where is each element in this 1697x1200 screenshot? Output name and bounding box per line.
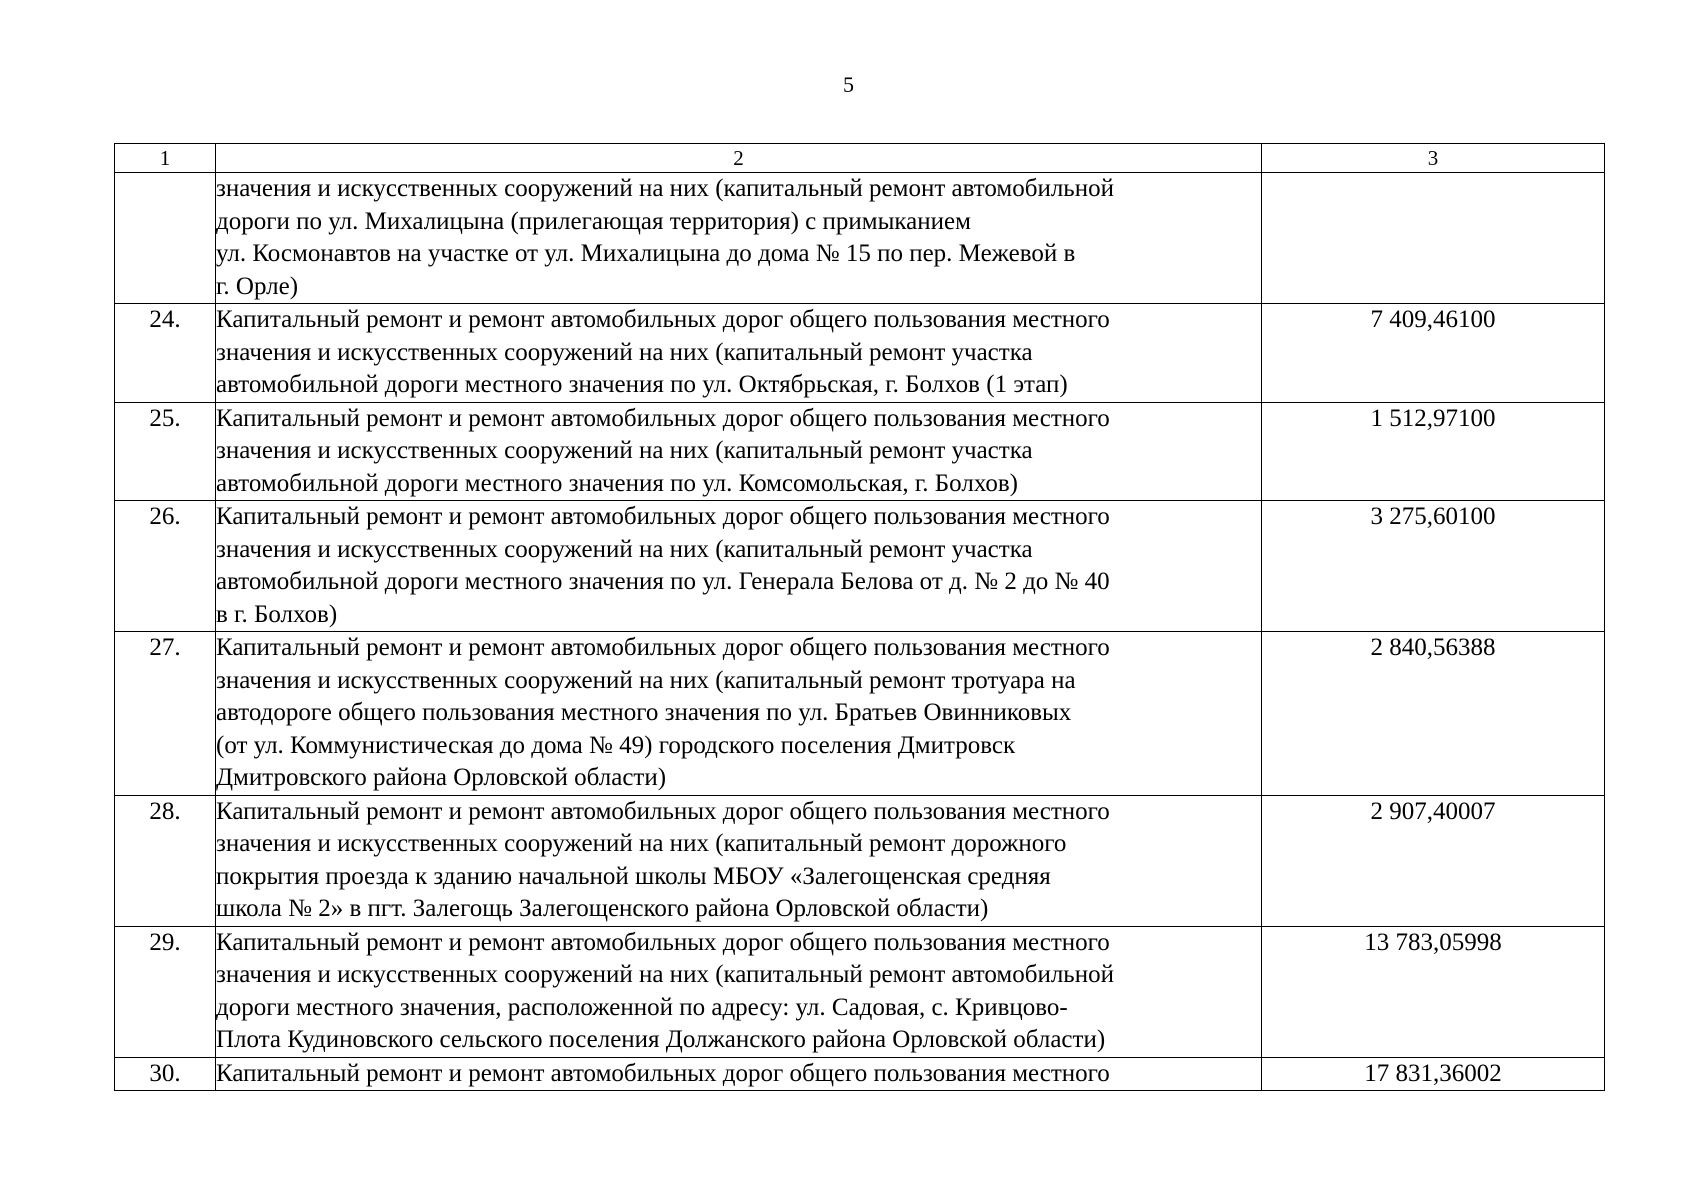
header-col-2: 2 — [216, 144, 1262, 173]
page-number: 5 — [843, 72, 854, 97]
row-amount: 3 275,60100 — [1262, 501, 1605, 632]
expenditure-table — [114, 143, 1605, 1091]
row-amount: 17 831,36002 — [1262, 1057, 1605, 1091]
row-number: 25. — [115, 402, 216, 501]
table-row — [115, 1057, 1605, 1091]
row-description: Капитальный ремонт и ремонт автомобильных дорог общего пользования местного значения и искусственных сооружений на них (капитальный ремонт участка автомобильной дороги местного значения по ул. Октябрьская, г. Болхов (1 этап) — [216, 304, 1262, 403]
row-number: 29. — [115, 926, 216, 1057]
table-row — [115, 632, 1605, 796]
table-row — [115, 173, 1605, 304]
row-amount — [1262, 173, 1605, 304]
row-amount: 2 907,40007 — [1262, 795, 1605, 926]
row-amount: 7 409,46100 — [1262, 304, 1605, 403]
row-number: 26. — [115, 501, 216, 632]
table-row — [115, 304, 1605, 403]
row-amount: 1 512,97100 — [1262, 402, 1605, 501]
table-row — [115, 402, 1605, 501]
row-description: значения и искусственных сооружений на них (капитальный ремонт автомобильной дороги по ул. Михалицына (прилегающая территория) с примыканием ул. Космонавтов на участке от ул. Михалицына до дома № 15 по пер. Межевой в г. Орле) — [216, 173, 1262, 304]
row-number: 28. — [115, 795, 216, 926]
row-amount: 2 840,56388 — [1262, 632, 1605, 796]
row-description: Капитальный ремонт и ремонт автомобильных дорог общего пользования местного значения и искусственных сооружений на них (капитальный ремонт тротуара на автодороге общего пользования местного значения по ул. Братьев Овинниковых (от ул. Коммунистическая до дома № 49) городского поселения Дмитровск Дмитровского района Орловской области) — [216, 632, 1262, 796]
table-row — [115, 795, 1605, 926]
row-number: 24. — [115, 304, 216, 403]
row-description: Капитальный ремонт и ремонт автомобильных дорог общего пользования местного значения и искусственных сооружений на них (капитальный ремонт автомобильной дороги местного значения, расположенной по адресу: ул. Садовая, с. Кривцово- Плота Кудиновского сельского поселения Должанского района Орловской области) — [216, 926, 1262, 1057]
row-description: Капитальный ремонт и ремонт автомобильных дорог общего пользования местного значения и искусственных сооружений на них (капитальный ремонт дорожного покрытия проезда к зданию начальной школы МБОУ «Залегощенская средняя школа № 2» в пгт. Залегощь Залегощенского района Орловской области) — [216, 795, 1262, 926]
row-description: Капитальный ремонт и ремонт автомобильных дорог общего пользования местного значения и искусственных сооружений на них (капитальный ремонт участка автомобильной дороги местного значения по ул. Генерала Белова от д. № 2 до № 40 в г. Болхов) — [216, 501, 1262, 632]
row-number — [115, 173, 216, 304]
row-number: 30. — [115, 1057, 216, 1091]
header-col-1: 1 — [115, 144, 216, 173]
row-description: Капитальный ремонт и ремонт автомобильных дорог общего пользования местного — [216, 1057, 1262, 1091]
table-row — [115, 501, 1605, 632]
header-col-3: 3 — [1262, 144, 1605, 173]
row-amount: 13 783,05998 — [1262, 926, 1605, 1057]
table-header-row — [115, 144, 1605, 173]
table-row — [115, 926, 1605, 1057]
row-description: Капитальный ремонт и ремонт автомобильных дорог общего пользования местного значения и искусственных сооружений на них (капитальный ремонт участка автомобильной дороги местного значения по ул. Комсомольская, г. Болхов) — [216, 402, 1262, 501]
row-number: 27. — [115, 632, 216, 796]
